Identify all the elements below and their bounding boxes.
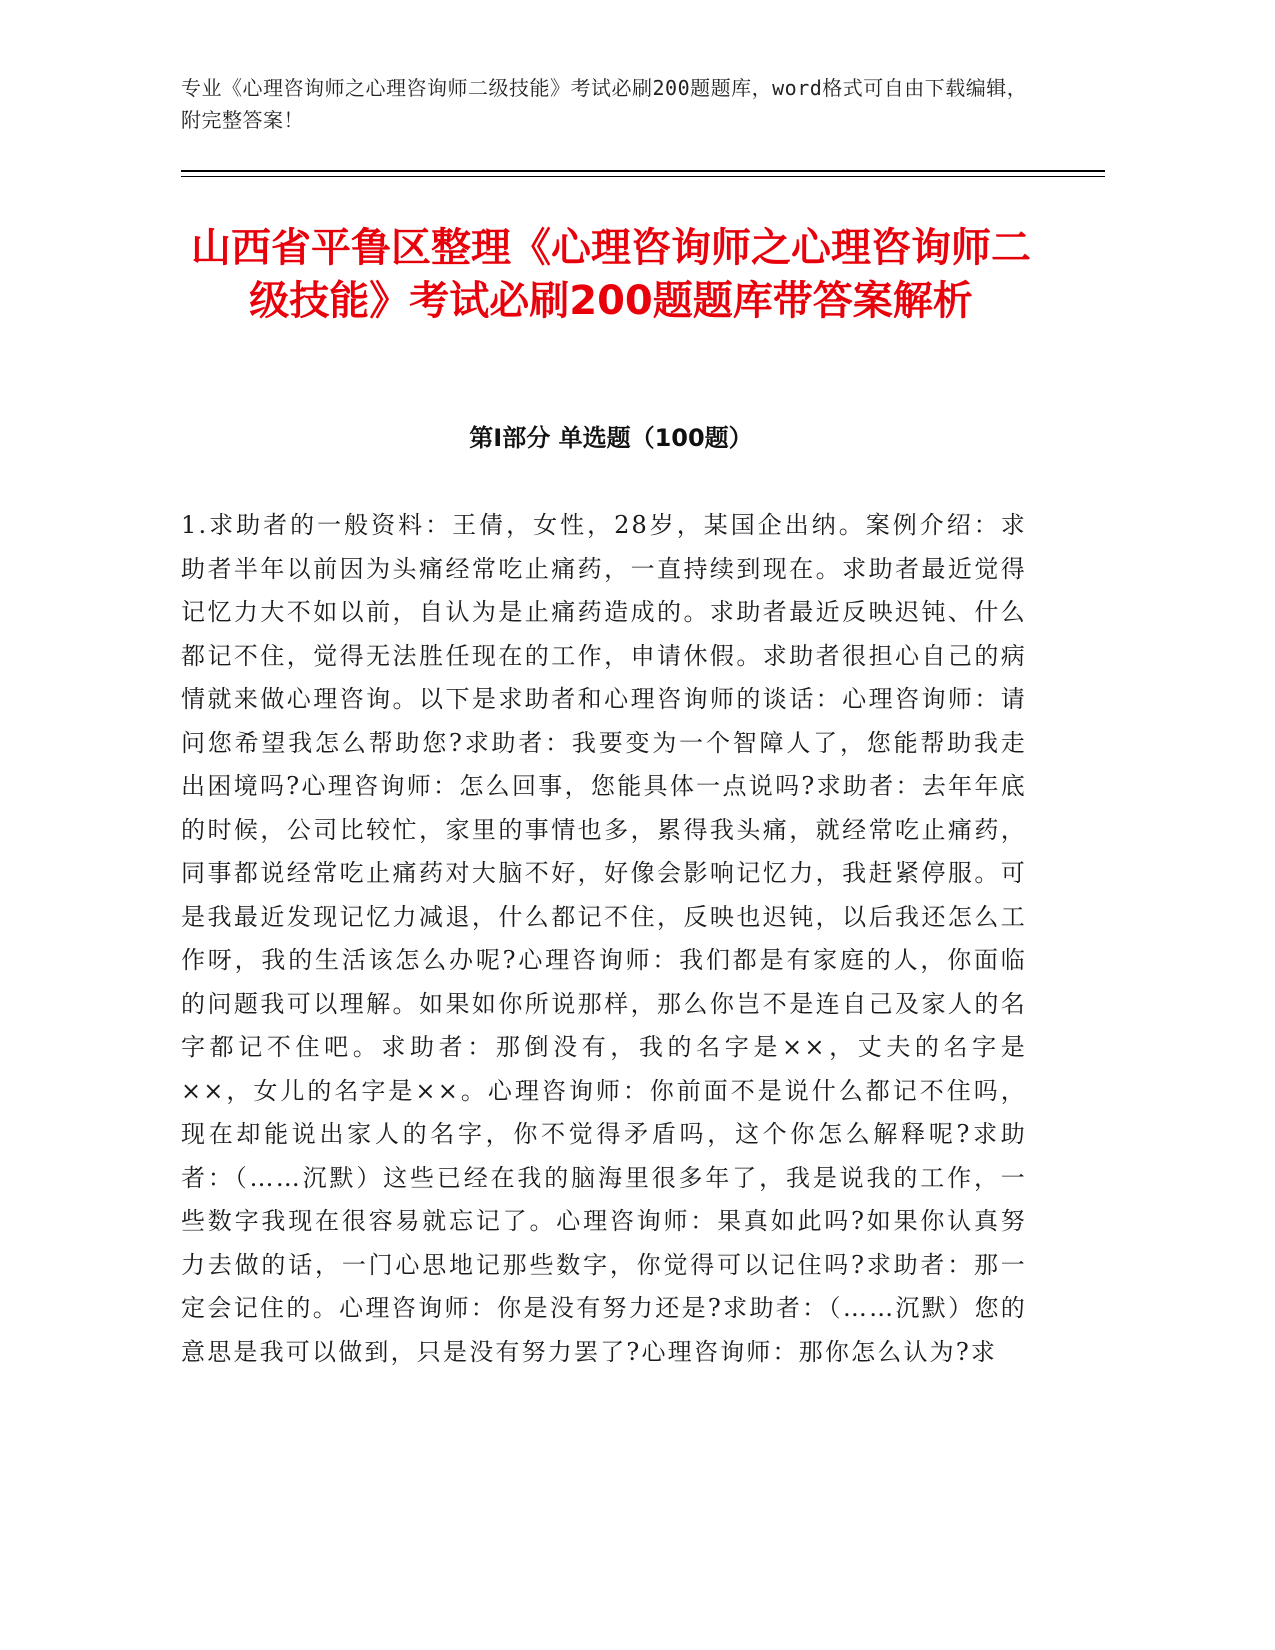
header-divider (181, 170, 1105, 172)
header-note: 专业《心理咨询师之心理咨询师二级技能》考试必刷200题题库，word格式可自由下载编辑，附完整答案！ (181, 76, 1028, 132)
question-text: 1.求助者的一般资料：王倩，女性，28岁，某国企出纳。案例介绍：求助者半年以前因为头痛经常吃止痛药，一直持续到现在。求助者最近觉得记忆力大不如以前，自认为是止痛药造成的。求助者最近反映迟钝、什么都记不住，觉得无法胜任现在的工作，申请休假。求助者很担心自己的病情就来做心理咨询。以下是求助者和心理咨询师的谈话：心理咨询师：请问您希望我怎么帮助您?求助者：我要变为一个智障人了，您能帮助我走出困境吗?心理咨询师：怎么回事，您能具体一点说吗?求助者：去年年底的时候，公司比较忙，家里的事情也多，累得我头痛，就经常吃止痛药，同事都说经常吃止痛药对大脑不好，好像会影响记忆力，我赶紧停服。可是我最近发现记忆力减退，什么都记不住，反映也迟钝，以后我还怎么工作呀，我的生活该怎么办呢?心理咨询师：我们都是有家庭的人，你面临的问题我可以理解。如果如你所说那样，那么你岂不是连自己及家人的名字都记不住吧。求助者：那倒没有，我的名字是××，丈夫的名字是××，女儿的名字是××。心理咨询师：你前面不是说什么都记不住吗，现在却能说出家人的名字，你不觉得矛盾吗，这个你怎么解释呢?求助者：（……沉默）这些已经在我的脑海里很多年了，我是说我的工作，一些数字我现在很容易就忘记了。心理咨询师：果真如此吗?如果你认真努力去做的话，一门心思地记那些数字，你觉得可以记住吗?求助者：那一定会记住的。心理咨询师：你是没有努力还是?求助者：（……沉默）您的意思是我可以做到，只是没有努力罢了?心理咨询师：那你怎么认为?求 (181, 511, 1027, 1366)
section-heading: 第Ⅰ部分 单选题（100题） (469, 424, 753, 452)
document-title: 山西省平鲁区整理《心理咨询师之心理咨询师二级技能》考试必刷200题题库带答案解析 (191, 225, 1031, 324)
header-divider-thin (181, 176, 1105, 177)
